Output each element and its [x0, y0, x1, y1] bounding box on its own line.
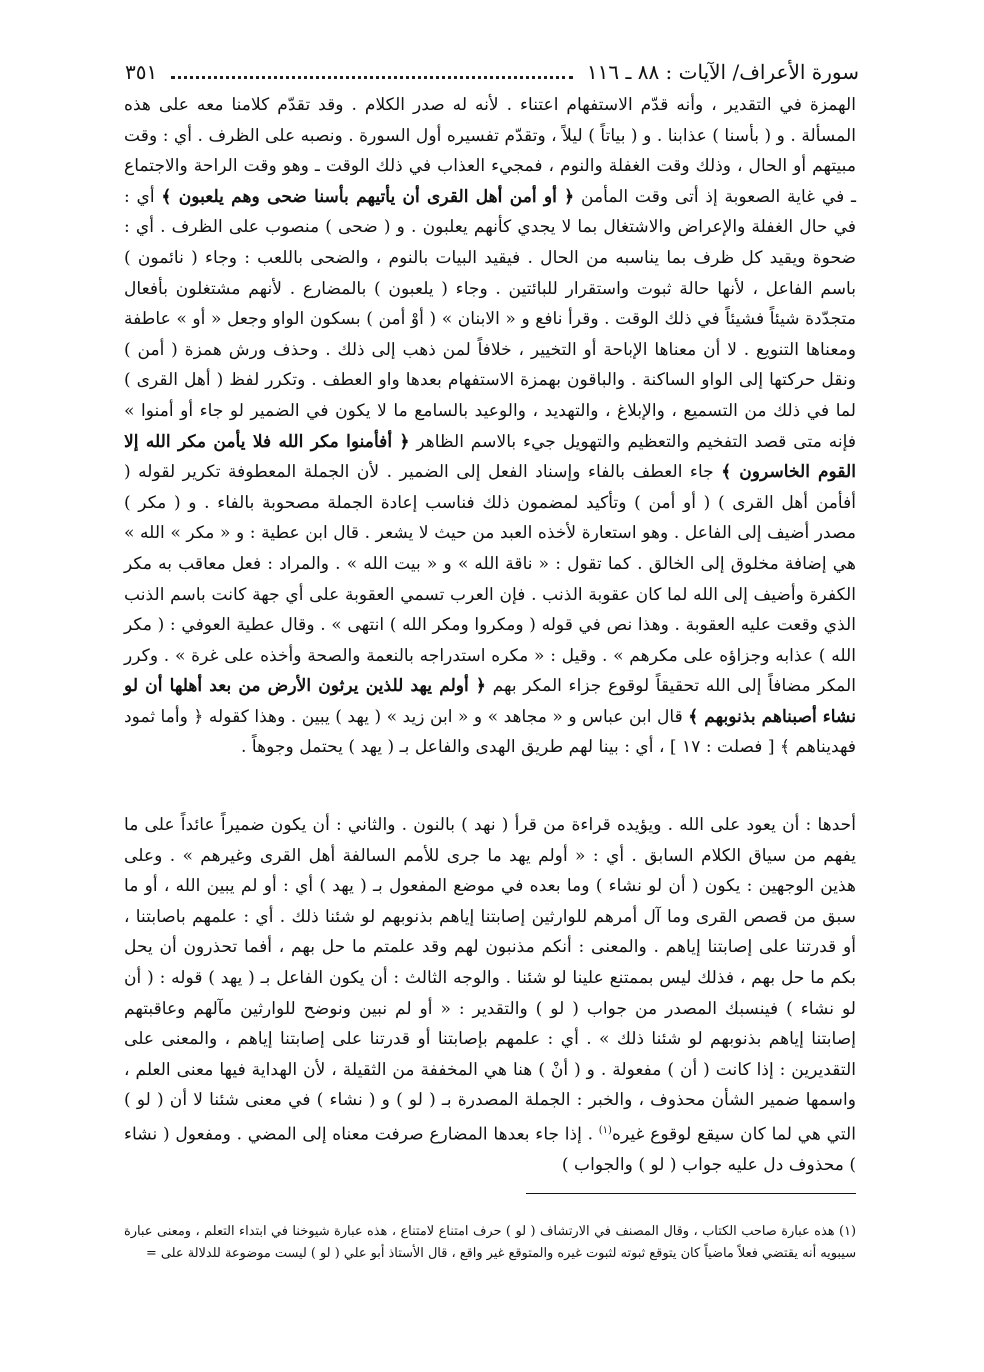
text-segment: أحدها : أن يعود على الله . ويؤيده قراءة من قرأ ( نهد ) بالنون . والثاني : أن يكون ضميراً عائداً على ما يفهم من سياق الكلام السابق . أي : « أولم يهد ما جرى للأمم السالفة أهل القرى وغيرهم » . وعلى هذين الوجهين : يكون ( أن لو نشاء ) وما بعده في موضع المفعول بـ ( يهد ) أي : أو لم يبين الله ، أو ما سبق من قصص القرى وما آل أمرهم للوارثين إصابتنا إياهم بذنوبهم لو شئنا ذلك . أي : علمهم باصابتنا ، أو قدرتنا على إصابتنا إياهم . والمعنى : أنكم مذنبون لهم وقد علمتم ما حل بهم ، أفما تحذرون أن يحل بكم ما حل بهم ، فذلك ليس بممتنع علينا لو شئنا . والوجه الثالث : أن يكون الفاعل بـ ( يهد ) قوله : ( أن لو نشاء ) فينسبك المصدر من جواب ( لو ) والتقدير : « أو لم نبين ونوضح للوارثين مآلهم وعاقبتهم إصابتنا إياهم بذنوبهم لو شئنا ذلك » . أي : علمهم بإصابتنا أو قدرتنا على إصابتنا إياهم ، والمعنى على التقديرين : إذا كانت ( أن ) مفعولة . و ( أنْ ) هنا هي المخففة من الثقيلة ، لأن الهداية فيها معنى العلم ، واسمها ضمير الشأن محذوف ، والخبر : الجملة المصدرة بـ ( لو ) و ( نشاء ) في معنى شئنا لا أن ( لو ) التي هي لما كان سيقع لوقوع غيره [124, 815, 856, 1145]
footnote-reference[interactable]: (١) [598, 1124, 612, 1136]
text-segment: الهمزة في التقدير ، وأنه قدّم الاستفهام اعتناء . لأنه له صدر الكلام . وقد تقدّم كلامنا معه على هذه المسألة . و ( بأسنا ) عذابنا . و ( بياتاً ) ليلاً ، وتقدّم تفسيره أول السورة . ونصبه على الظرف . أي : وقت مبيتهم أو الحال ، وذلك وقت الغفلة والنوم ، فمجيء العذاب في ذلك الوقت ـ وهو وقت الراحة والاجتماع ـ في غاية الصعوبة إذ أتى وقت المأمن [124, 95, 857, 207]
paragraph-1 [124, 90, 856, 763]
quran-verse: ﴿ أولم يهد للذين يرثون الأرض من بعد أهلها أن لو نشاء أصبناهم بذنوبهم ﴾ [124, 676, 856, 727]
page-header [125, 55, 859, 89]
text-segment: أي : في حال الغفلة والإعراض والاشتغال بما لا يجدي كأنهم يعلبون . و ( ضحى ) منصوب على الظرف . أي : ضحوة ويقيد كل ظرف بما يناسبه من الحال . فيقيد البيات بالنوم ، والضحى باللعب : وجاء ( نائمون ) باسم الفاعل ، لأنها حالة ثبوت واستقرار للبائتين . وجاء ( يلعبون ) بالمضارع . لأنهم مشتغلون بأفعال متجدّدة شيئاً فشيئاً في ذلك الوقت . وقرأ نافع و « الابنان » ( أوْ أمن ) بسكون الواو وجعل « أو » عاطفة ومعناها التنويع . لا أن معناها الإباحة أو التخيير ، خلافاً لمن ذهب إلى ذلك . وحذف ورش همزة ( أمن ) ونقل حركتها إلى الواو الساكنة . والباقون بهمزة الاستفهام بعدها واو العطف . وتكرر لفظ ( أهل القرى ) لما في ذلك من التسميع ، والإبلاغ ، والتهديد ، والوعيد بالسامع ما لا يكون في الضمير لو جاء أو أمنوا » فإنه متى قصد التفخيم والتعظيم والتهويل جيء بالاسم الظاهر [124, 186, 856, 452]
header-dotted-leader [171, 66, 573, 79]
main-text-block-2 [124, 810, 856, 1181]
sura-title: سورة الأعراف/ الآيات : ٨٨ ـ ١١٦ [586, 60, 859, 84]
page-number: ٣٥١ [125, 60, 158, 84]
footnote [124, 1221, 856, 1264]
quran-verse: ﴿ أفأمنوا مكر الله فلا يأمن مكر الله إلا القوم الخاسرون ﴾ [124, 431, 856, 483]
quran-verse: ﴿ أو أمن أهل القرى أن يأتيهم بأسنا ضحى وهم يلعبون ﴾ [161, 186, 575, 207]
text-segment: قال ابن عباس و « مجاهد » و « ابن زيد » ( يهد ) يبين . وهذا كقوله ﴿ وأما ثمود فهديناهم ﴾ [ فصلت : ١٧ ] ، أي : بينا لهم طريق الهدى والفاعل بـ ( يهد ) يحتمل وجوهاً . [124, 706, 856, 758]
paragraph-2 [124, 810, 856, 1181]
footnote-text: (١) هذه عبارة صاحب الكتاب ، وقال المصنف في الارتشاف ( لو ) حرف امتناع لامتناع ، هذه عبارة شيوخنا في ابتداء التعلم ، ومعنى عبارة سيبويه أنه يقتضي فعلاً ماضياً كان يتوقع ثبوته لثبوت غيره والمتوقع غير واقع ، قال الأستاذ أبو علي ( لو ) ليست موضوعة للدلالة على = [124, 1224, 856, 1261]
text-segment: جاء العطف بالفاء وإسناد الفعل إلى الضمير . لأن الجملة المعطوفة تكرير لقوله ( أفأمن أهل القرى ) ( أو أمن ) وتأكيد لمضمون ذلك فناسب إعادة الجملة مصحوبة بالفاء . و ( مكر ) مصدر أضيف إلى الفاعل . وهو استعارة لأخذه العبد من حيث لا يشعر . قال ابن عطية : و « مكر » الله » هي إضافة مخلوق إلى الخالق . كما تقول : « ناقة الله » و « بيت الله » . والمراد : فعل معاقب به مكر الكفرة وأضيف إلى الله لما كان عقوبة الذنب . فإن العرب تسمي العقوبة على أي جهة كانت باسم الذنب الذي وقعت عليه العقوبة . وهذا نص في قوله ( ومكروا ومكر الله ) انتهى » . وقال عطية العوفي : ( مكر الله ) عذابه وجزاؤه على مكرهم » . وقيل : « مكره استدراجه بالنعمة والصحة وأخذه على غرة » . وكرر المكر مضافاً إلى الله تحقيقاً لوقوع جزاء المكر بهم [124, 462, 857, 697]
footnote-separator [526, 1193, 856, 1194]
main-text-block-1 [124, 90, 856, 763]
text-segment: . إذا جاء بعدها المضارع صرفت معناه إلى المضي . ومفعول ( نشاء ) محذوف دل عليه جواب ( لو ) والجواب ) [124, 1124, 856, 1176]
